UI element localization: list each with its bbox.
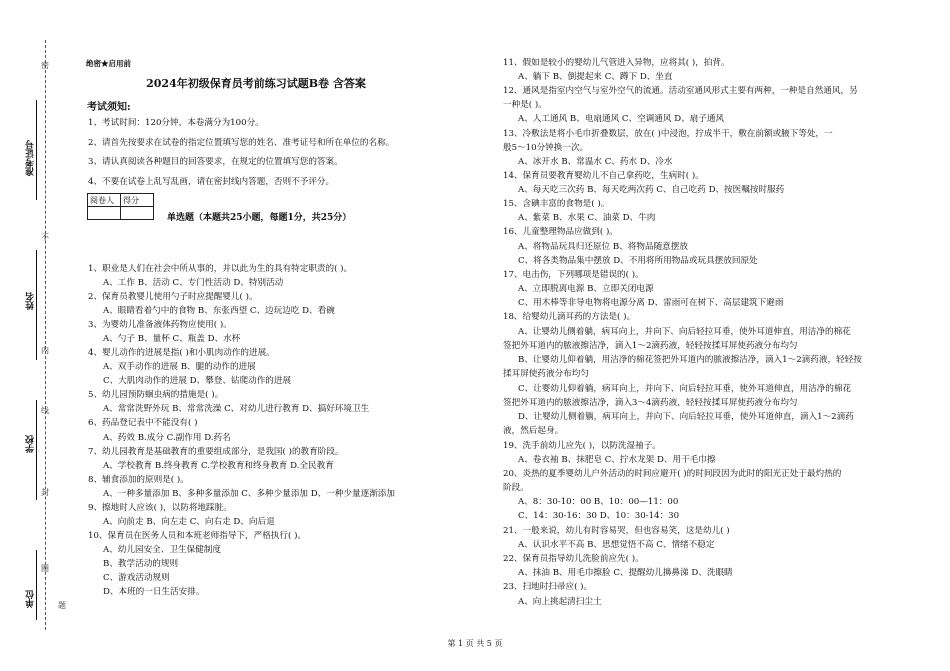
notice-heading: 考试须知: — [87, 102, 131, 113]
seal-char: 圈 — [41, 564, 49, 573]
grader-header: 阅卷人 — [88, 194, 121, 207]
option-line: A、紫菜 B、水果 C、油菜 D、牛肉 — [518, 213, 656, 223]
seal-char: 线 — [41, 406, 49, 415]
option-line: B、教学活动的规则 — [103, 559, 179, 569]
option-line: C、将各类物品集中摆放 D、不用将所用物品或玩具摆放回原处 — [518, 256, 758, 266]
question-line: 3、为婴幼儿准备液体药物应使用( )。 — [88, 320, 232, 330]
question-line: 14、保育员要教育婴幼儿不自己拿药吃，生病时( )。 — [503, 171, 704, 181]
notice-item: 2、请首先按要求在试卷的指定位置填写您的姓名、准考证号和所在单位的名称。 — [88, 138, 395, 148]
question-line: 1、职业是人们在社会中所从事的，并以此为生的具有特定职责的( )。 — [88, 264, 353, 274]
question-line: 9、擦地时人应该( )，以防将地踩脏。 — [88, 503, 232, 513]
name-blank[interactable] — [36, 250, 37, 360]
option-line: D、本班的一日生活安排。 — [103, 587, 205, 597]
page-title: 2024年初级保育员考前练习试题B卷 含答案 — [146, 77, 366, 90]
question-line: 7、幼儿园教育是基础教育的重要组成部分，是我国( )的教育阶段。 — [88, 447, 344, 457]
question-line: 22、保育员指导幼儿洗脸前应先( )。 — [503, 554, 644, 564]
option-line: A、立即脱离电源 B、立即关闭电源 — [518, 284, 654, 294]
unit-blank[interactable] — [36, 550, 37, 620]
option-line: A、双手动作的进展 B、腿的动作的进展 — [103, 362, 256, 372]
option-line: A、学校教育 B.终身教育 C.学校教育和终身教育 D.全民教育 — [103, 461, 334, 471]
question-line: 般5～10分钟换一次。 — [503, 143, 589, 153]
question-line: 4、婴儿动作的进展是指( )和小肌肉动作的进展。 — [88, 348, 275, 358]
question-line: 21、一般来说，幼儿有时容易哭，但也容易笑，这是幼儿( ) — [503, 526, 730, 536]
question-line: 12、通风是指室内空气与室外空气的流通。活动室通风形式主要有两种，一种是自然通风，另 — [503, 86, 858, 96]
page-number: 第 1 页 共 5 页 — [447, 639, 503, 648]
seal-char: 不 — [41, 233, 49, 242]
option-line: A、每天吃三次药 B、每天吃两次药 C、自己吃药 D、按医嘱按时服药 — [518, 185, 785, 195]
seal-char: 密 — [41, 61, 49, 70]
option-line: A、抹油 B、用毛巾擦脸 C、提醒幼儿擤鼻涕 D、洗眼睛 — [518, 568, 733, 578]
question-line: 19、洗手前幼儿应先( )，以防洗湿袖子。 — [503, 441, 661, 451]
option-line: D、让婴幼儿侧着躺，病耳向上，并向下、向后轻拉耳垂，使外耳道伸直，滴入1～2滴药 — [518, 412, 854, 422]
secret-label: 绝密★启用前 — [86, 59, 131, 68]
option-line: A、认识水平不高 B、思想觉悟不高 C、情绪不稳定 — [518, 540, 715, 550]
question-line: 18、给婴幼儿滴耳药的方法是( )。 — [503, 312, 636, 322]
unit-label: 单位 — [26, 590, 36, 608]
option-line: C、用木棒等非导电物将电源分离 D、雷雨可在树下、高层建筑下避雨 — [518, 298, 784, 308]
option-line: A、向上挑起清扫尘土 — [518, 597, 602, 607]
option-line: C、大肌肉动作的进展 D、攀登、钻爬动作的进展 — [103, 376, 292, 386]
option-line: A、幼儿园安全、卫生保健制度 — [103, 545, 221, 555]
seal-char: 内 — [41, 346, 49, 355]
notice-item: 1、考试时间：120分钟，本卷满分为100分。 — [88, 118, 264, 128]
seal-char: 题 — [58, 601, 66, 610]
option-line: A、常常洗野外玩 B、常常洗澡 C、对幼儿进行教育 D、搞好环境卫生 — [103, 404, 370, 414]
seal-char: 封 — [41, 488, 49, 497]
option-line: 液，然后起身。 — [503, 426, 564, 436]
section-heading: 单选题（本题共25小题，每题1分，共25分） — [167, 213, 352, 223]
option-line: C、14：30-16：30 D、10：30-14：30 — [518, 511, 680, 521]
question-line: 20、炎热的夏季婴幼儿户外活动的时间应避开( )的时间段因为此时的阳光正处于最灼热的 — [503, 469, 842, 479]
option-line: A、躺下 B、倒提起来 C、蹲下 D、坐直 — [518, 72, 673, 82]
option-line: C、让婴幼儿仰着躺，病耳向上，并向下、向后轻拉耳垂，使外耳道伸直，用洁净的棉花 — [518, 384, 852, 394]
option-line: 签把外耳道内的脓液擦洁净，滴入3～4滴药液，轻轻按揉耳屏使药液分布均匀 — [503, 398, 798, 408]
question-line: 13、冷敷法是将小毛巾折叠数层，放在( )中浸泡，拧成半干，敷在前额或腋下等处，一 — [503, 129, 833, 139]
option-line: A、工作 B、活动 C、专门性活动 D、特别活动 — [103, 278, 284, 288]
question-line: 15、含碘丰富的食物是( )。 — [503, 199, 610, 209]
question-line: 23、扫地时扫帚应( )。 — [503, 582, 593, 592]
option-line: A、冰开水 B、常温水 C、药水 D、冷水 — [518, 157, 673, 167]
option-line: B、让婴幼儿仰着躺，用洁净的棉花签把外耳道内的脓液擦洁净，滴入1～2滴药液，轻轻按 — [518, 355, 862, 365]
seal-line — [45, 40, 46, 630]
school-blank[interactable] — [36, 400, 37, 500]
option-line: C、游戏活动规则 — [103, 573, 170, 583]
exam-id-label: 准考证号 — [26, 140, 36, 176]
question-line: 6、药品登记表中不能没有( ) — [88, 418, 198, 428]
school-label: 学校 — [26, 435, 36, 453]
question-line: 11、假如是较小的婴幼儿气管进入异物，应将其( )，拍背。 — [503, 58, 730, 68]
option-line: A、勺子 B、量杯 C、瓶盖 D、水杯 — [103, 334, 241, 344]
question-line: 10、保育员在医务人员和本班老师指导下，严格执行( )。 — [88, 531, 307, 541]
notice-item: 4、不要在试卷上乱写乱画，请在密封线内答题，否则不予评分。 — [88, 177, 335, 187]
score-table — [87, 193, 154, 220]
option-line: A、眼睛看着勺中的食物 B、东张西望 C、边玩边吃 D、看碗 — [103, 306, 335, 316]
question-line: 2、保育员教婴儿使用勺子时应提醒婴儿( )。 — [88, 292, 258, 302]
option-line: A、一种多量添加 B、多种多量添加 C、多种少量添加 D、一种少量逐渐添加 — [103, 489, 395, 499]
score-header: 得分 — [121, 194, 154, 207]
exam-id-blank[interactable] — [36, 100, 37, 200]
name-label: 姓名 — [26, 292, 36, 310]
option-line: A、将物品玩具归还原位 B、将物品随意摆放 — [518, 242, 688, 252]
question-line: 8、辅食添加的原则是( )。 — [88, 475, 189, 485]
question-line: 17、电击伤，下列哪项是错误的( )。 — [503, 270, 644, 280]
option-line: A、8：30-10：00 B、10：00—11：00 — [518, 497, 679, 507]
question-line: 一种是( )。 — [503, 100, 547, 110]
grader-cell[interactable] — [88, 207, 121, 220]
option-line: A、向前走 B、向左走 C、向右走 D、向后退 — [103, 517, 275, 527]
option-line: A、卷衣袖 B、抹肥皂 C、拧水龙架 D、用干毛巾擦 — [518, 455, 716, 465]
option-line: A、药效 B.成分 C.副作用 D.药名 — [103, 433, 231, 443]
option-line: 签把外耳道内的脓液擦洁净，滴入1～2滴药液，轻轻按揉耳屏使药液分布均匀 — [503, 341, 798, 351]
option-line: A、让婴幼儿侧着躺，病耳向上，并向下、向后轻拉耳垂，使外耳道伸直，用洁净的棉花 — [518, 327, 851, 337]
option-line: A、人工通风 B、电扇通风 C、空调通风 D、扇子通风 — [518, 114, 725, 124]
question-line: 阶段。 — [503, 483, 529, 493]
question-line: 16、儿童整理物品应做到( )。 — [503, 227, 618, 237]
score-cell[interactable] — [121, 207, 154, 220]
notice-item: 3、请认真阅读各种题目的回答要求，在规定的位置填写您的答案。 — [88, 157, 343, 167]
binding-sidebar — [0, 0, 70, 671]
question-line: 5、幼儿园预防蛔虫病的措施是( )。 — [88, 390, 224, 400]
option-line: 揉耳屏使药液分布均匀 — [503, 369, 589, 379]
